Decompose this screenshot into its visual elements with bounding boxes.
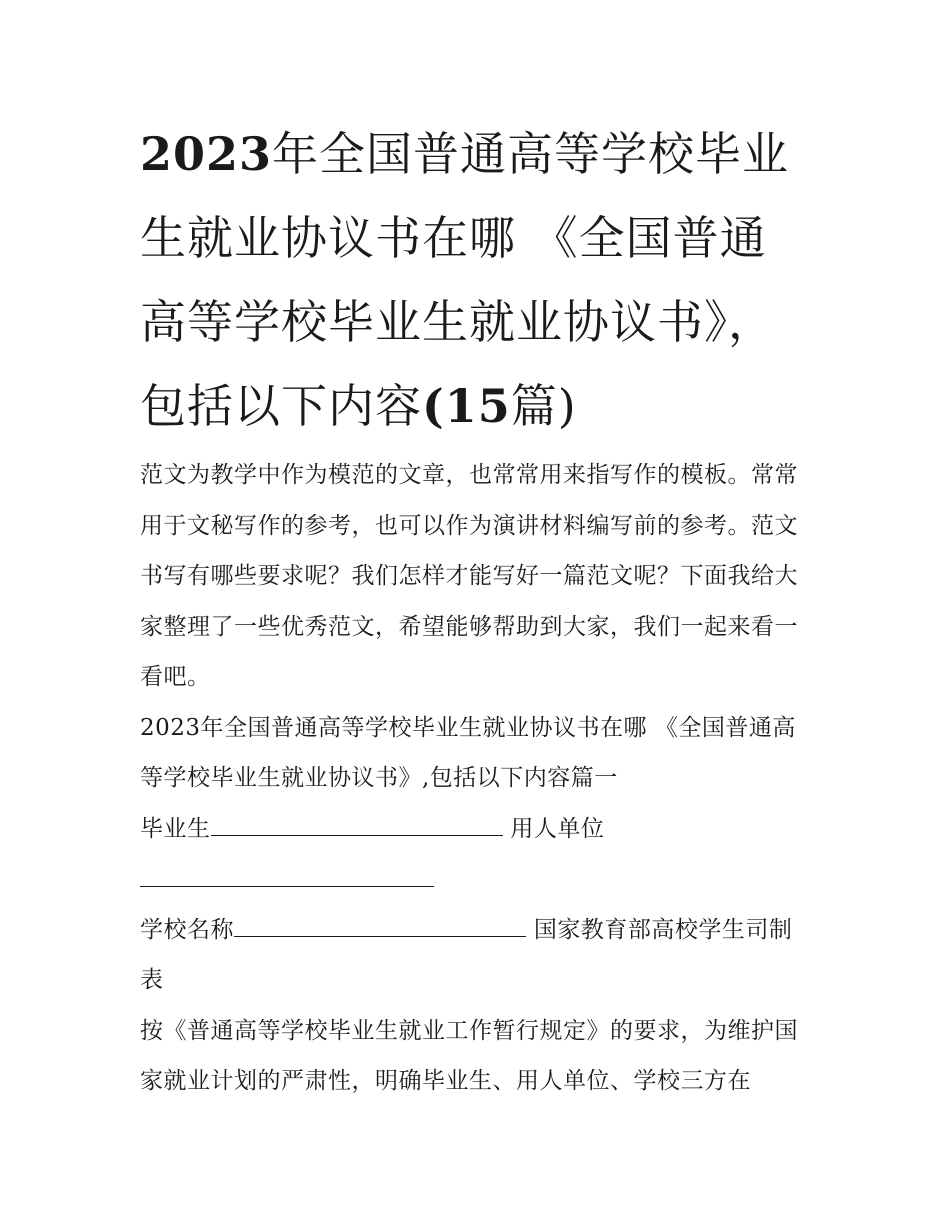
title-text: 年全国普通高等学校毕业生就业协议书在哪 《全国普通高等学校毕业生就业协议书》，包括以下内容 [140, 127, 790, 433]
title-year: 2023 [140, 127, 273, 181]
body-paragraph: 按《普通高等学校毕业生就业工作暂行规定》的要求，为维护国家就业计划的严肃性，明确毕业生、用人单位、学校三方在 [140, 1017, 798, 1094]
document-page [140, 112, 812, 1107]
employer-label: 用人单位 [510, 815, 605, 842]
school-blank[interactable] [234, 906, 526, 937]
document-title [140, 112, 812, 448]
graduate-label: 毕业生 [140, 815, 211, 842]
section-heading: 2023年全国普通高等学校毕业生就业协议书在哪 《全国普通高等学校毕业生就业协议书》,包括以下内容篇一 [140, 714, 796, 791]
employer-blank[interactable] [140, 856, 434, 887]
title-count-suffix: 篇) [510, 379, 577, 433]
intro-paragraph: 范文为教学中作为模范的文章，也常常用来指写作的模板。常常用于文秘写作的参考，也可以作为演讲材料编写前的参考。范文书写有哪些要求呢？我们怎样才能写好一篇范文呢？下面我给大家整理了一些优秀范文，希望能够帮助到大家，我们一起来看一看吧。 [140, 462, 798, 690]
school-line [140, 905, 812, 1006]
school-label: 学校名称 [140, 916, 234, 943]
graduate-employer-line [140, 804, 812, 855]
issuer-text: 国家教育部高校学生司制表 [140, 916, 793, 993]
employer-blank-line [140, 854, 812, 905]
title-count: (15 [422, 379, 511, 433]
graduate-blank[interactable] [211, 805, 503, 836]
